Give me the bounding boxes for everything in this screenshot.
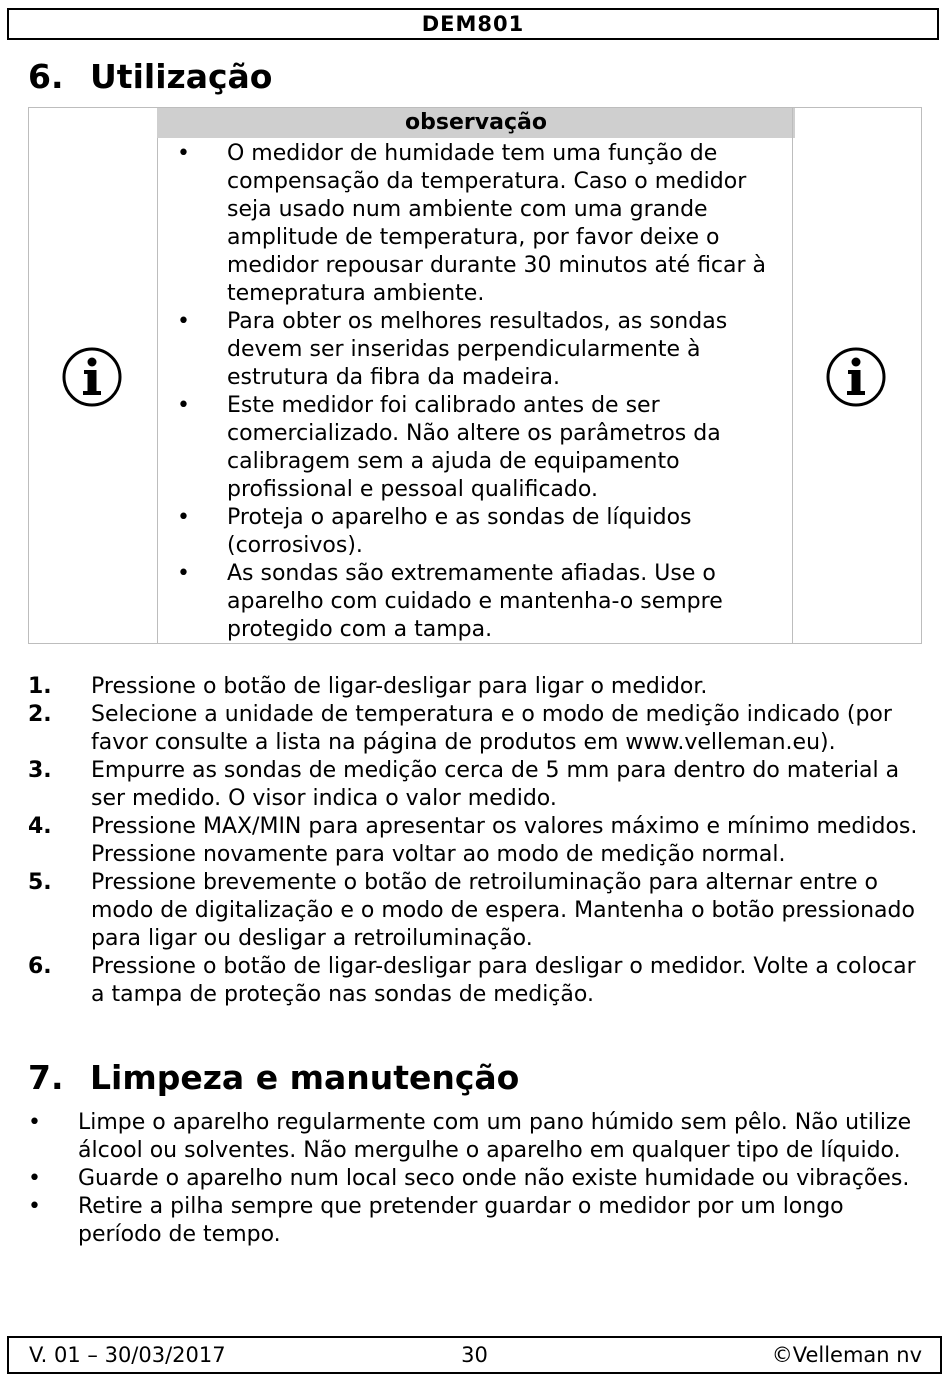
bullet: • (28, 1194, 41, 1219)
maintenance-list (28, 1109, 928, 1249)
model-name: DEM801 (421, 12, 525, 36)
note-text: Este medidor foi calibrado antes de ser comercializado. Não altere os parâmetros da calibragem sem a ajuda de equipamento profissional e pessoal qualificado. (227, 393, 721, 502)
section-7-heading (28, 1058, 519, 1098)
note-text: O medidor de humidade tem uma função de compensação da temperatura. Caso o medidor seja usado num ambiente com uma grande amplitude de temperatura, por favor deixe o medidor repousar durante 30 minutos até ficar à temepratura ambiente. (227, 141, 767, 306)
note-box (28, 107, 922, 644)
page-number: 30 (461, 1343, 488, 1367)
note-item (157, 504, 795, 560)
note-text: Para obter os melhores resultados, as sondas devem ser inseridas perpendicularmente à estrutura da fibra da madeira. (227, 309, 728, 390)
step-number: 2. (28, 702, 52, 727)
step-item (28, 701, 928, 757)
step-item (28, 953, 928, 1009)
version-date: V. 01 – 30/03/2017 (29, 1343, 226, 1367)
note-left-cell (29, 108, 158, 643)
step-number: 1. (28, 674, 52, 699)
info-circle-icon (825, 346, 887, 408)
step-item (28, 813, 928, 869)
note-item (157, 308, 795, 392)
step-item (28, 673, 928, 701)
step-text: Pressione brevemente o botão de retroiluminação para alternar entre o modo de digitalização e o modo de espera. Mantenha o botão pressionado para ligar ou desligar a retroiluminação. (91, 870, 915, 951)
bullet: • (28, 1110, 41, 1135)
step-item (28, 869, 928, 953)
note-heading: observação (157, 108, 795, 138)
document-footer (7, 1336, 942, 1374)
step-item (28, 757, 928, 813)
note-text: Proteja o aparelho e as sondas de líquidos (corrosivos). (227, 505, 692, 558)
section-number: 6. (28, 57, 64, 96)
usage-steps (28, 673, 928, 1009)
section-title: Limpeza e manutenção (90, 1058, 520, 1097)
step-text: Pressione o botão de ligar-desligar para ligar o medidor. (91, 674, 708, 699)
step-number: 6. (28, 954, 52, 979)
section-number: 7. (28, 1058, 64, 1097)
note-list (157, 140, 795, 644)
list-item (28, 1165, 928, 1193)
step-text: Pressione o botão de ligar-desligar para desligar o medidor. Volte a colocar a tampa de proteção nas sondas de medição. (91, 954, 916, 1007)
note-right-cell (792, 108, 921, 643)
step-number: 4. (28, 814, 52, 839)
document-header (7, 8, 939, 40)
list-item-text: Guarde o aparelho num local seco onde não existe humidade ou vibrações. (78, 1166, 910, 1191)
bullet: • (28, 1166, 41, 1191)
note-item (157, 392, 795, 504)
bullet: • (177, 561, 190, 586)
section-title: Utilização (90, 57, 273, 96)
list-item-text: Retire a pilha sempre que pretender guardar o medidor por um longo período de tempo. (78, 1194, 844, 1247)
bullet: • (177, 505, 190, 530)
step-number: 5. (28, 870, 52, 895)
info-circle-icon (61, 346, 123, 408)
note-item (157, 140, 795, 308)
list-item-text: Limpe o aparelho regularmente com um pano húmido sem pêlo. Não utilize álcool ou solventes. Não mergulhe o aparelho em qualquer tipo de líquido. (78, 1110, 912, 1163)
copyright: ©Velleman nv (771, 1343, 922, 1367)
step-number: 3. (28, 758, 52, 783)
step-text: Pressione MAX/MIN para apresentar os valores máximo e mínimo medidos. Pressione novamente para voltar ao modo de medição normal. (91, 814, 918, 867)
bullet: • (177, 141, 190, 166)
section-6-heading (28, 57, 272, 97)
bullet: • (177, 393, 190, 418)
bullet: • (177, 309, 190, 334)
list-item (28, 1193, 928, 1249)
note-text: As sondas são extremamente afiadas. Use o aparelho com cuidado e mantenha-o sempre protegido com a tampa. (227, 561, 723, 642)
step-text: Selecione a unidade de temperatura e o modo de medição indicado (por favor consulte a lista na página de produtos em www.velleman.eu). (91, 702, 892, 755)
note-item (157, 560, 795, 644)
step-text: Empurre as sondas de medição cerca de 5 mm para dentro do material a ser medido. O visor indica o valor medido. (91, 758, 900, 811)
list-item (28, 1109, 928, 1165)
